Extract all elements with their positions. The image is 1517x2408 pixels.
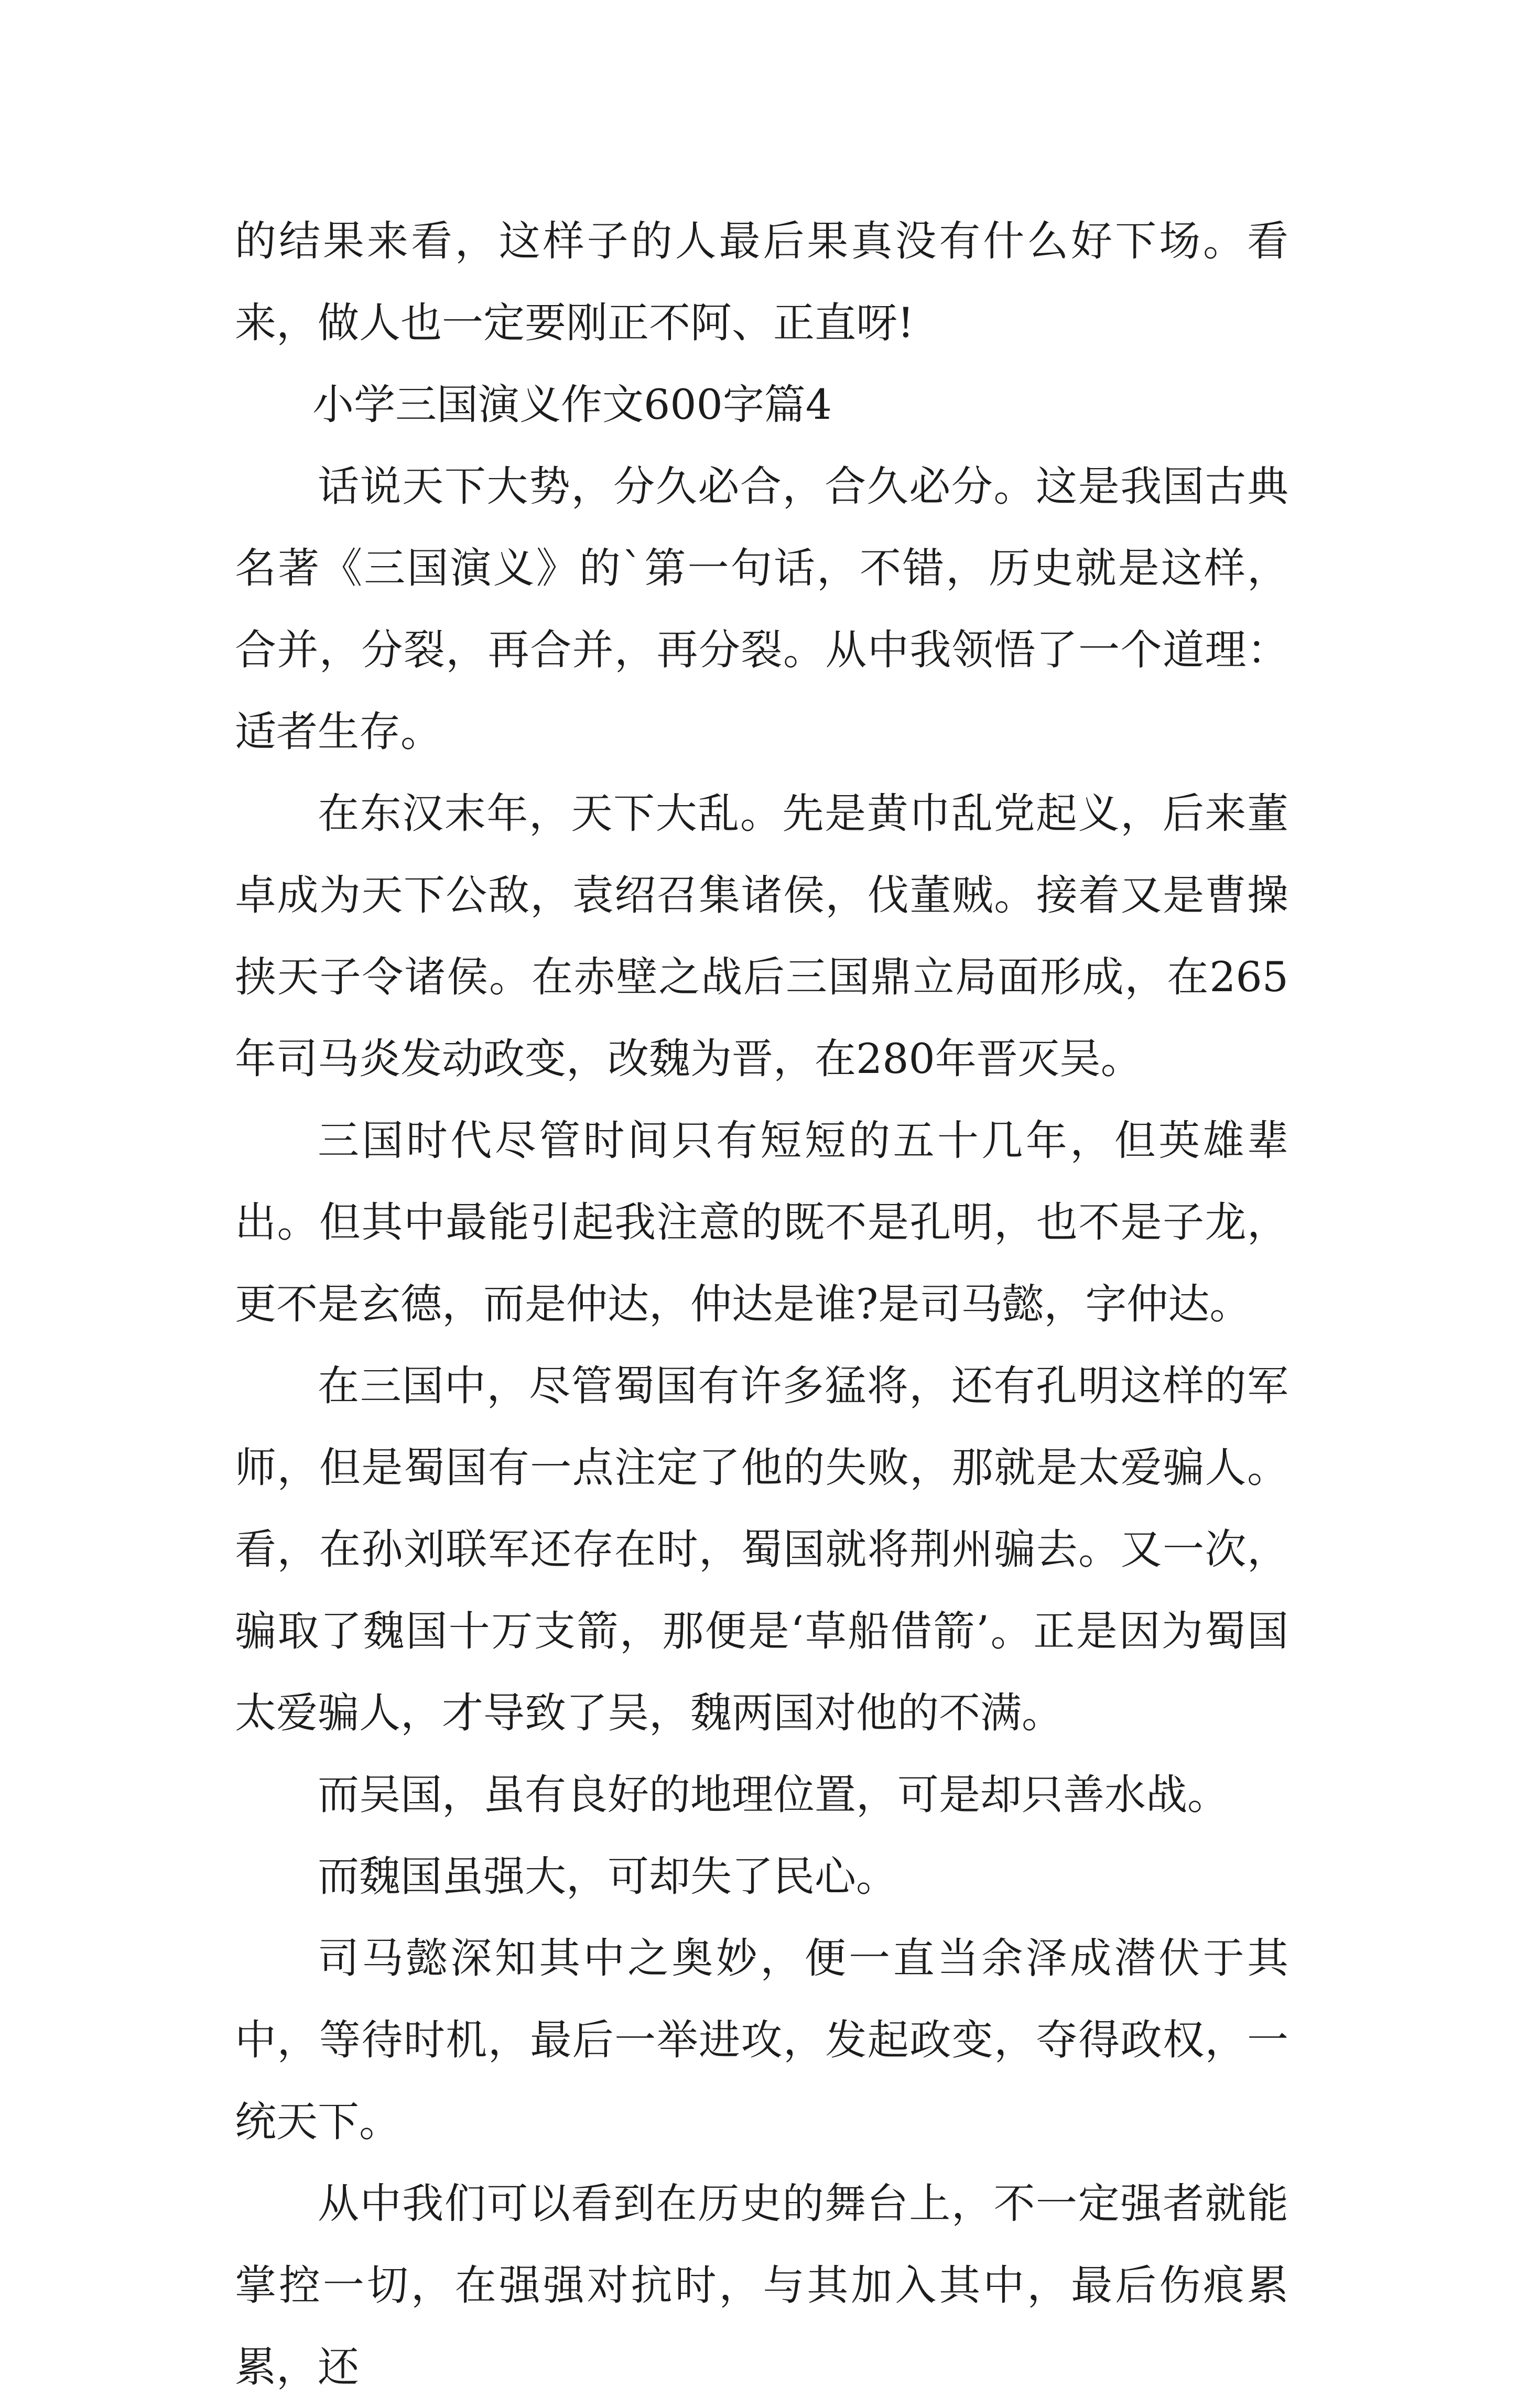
document-body xyxy=(235,200,1288,2408)
paragraph: 话说天下大势，分久必合，合久必分。这是我国古典名著《三国演义》的`第一句话，不错，历史就是这样，合并，分裂，再合并，再分裂。从中我领悟了一个道理：适者生存。 xyxy=(235,462,1288,756)
paragraph: 在东汉末年，天下大乱。先是黄巾乱党起义，后来董卓成为天下公敌，袁绍召集诸侯，伐董贼。接着又是曹操挟天子令诸侯。在赤壁之战后三国鼎立局面形成，在265年司马炎发动政变，改魏为晋，在280年晋灭吴。 xyxy=(235,789,1288,1083)
paragraph: 三国时代尽管时间只有短短的五十几年，但英雄辈出。但其中最能引起我注意的既不是孔明，也不是子龙，更不是玄德，而是仲达，仲达是谁?是司马懿，字仲达。 xyxy=(235,1116,1288,1328)
paragraph: 而魏国虽强大，可却失了民心。 xyxy=(318,1852,897,1901)
paragraph: 司马懿深知其中之奥妙，便一直当余泽成潜伏于其中，等待时机，最后一举进攻，发起政变，夺得政权，一统天下。 xyxy=(235,1934,1288,2146)
paragraph: 在三国中，尽管蜀国有许多猛将，还有孔明这样的军师，但是蜀国有一点注定了他的失败，那就是太爱骗人。看，在孙刘联军还存在时，蜀国就将荆州骗去。又一次，骗取了魏国十万支箭，那便是‘草船借箭’。正是因为蜀国太爱骗人，才导致了吴，魏两国对他的不满。 xyxy=(235,1362,1288,1737)
paragraph: 从中我们可以看到在历史的舞台上，不一定强者就能掌控一切，在强强对抗时，与其加入其中，最后伤痕累累，还 xyxy=(235,2179,1288,2391)
paragraph-continuation: 的结果来看，这样子的人最后果真没有什么好下场。看来，做人也一定要刚正不阿、正直呀! xyxy=(235,217,1288,347)
section-heading: 小学三国演义作文600字篇4 xyxy=(312,381,832,429)
paragraph: 而吴国，虽有良好的地理位置，可是却只善水战。 xyxy=(318,1771,1229,1819)
